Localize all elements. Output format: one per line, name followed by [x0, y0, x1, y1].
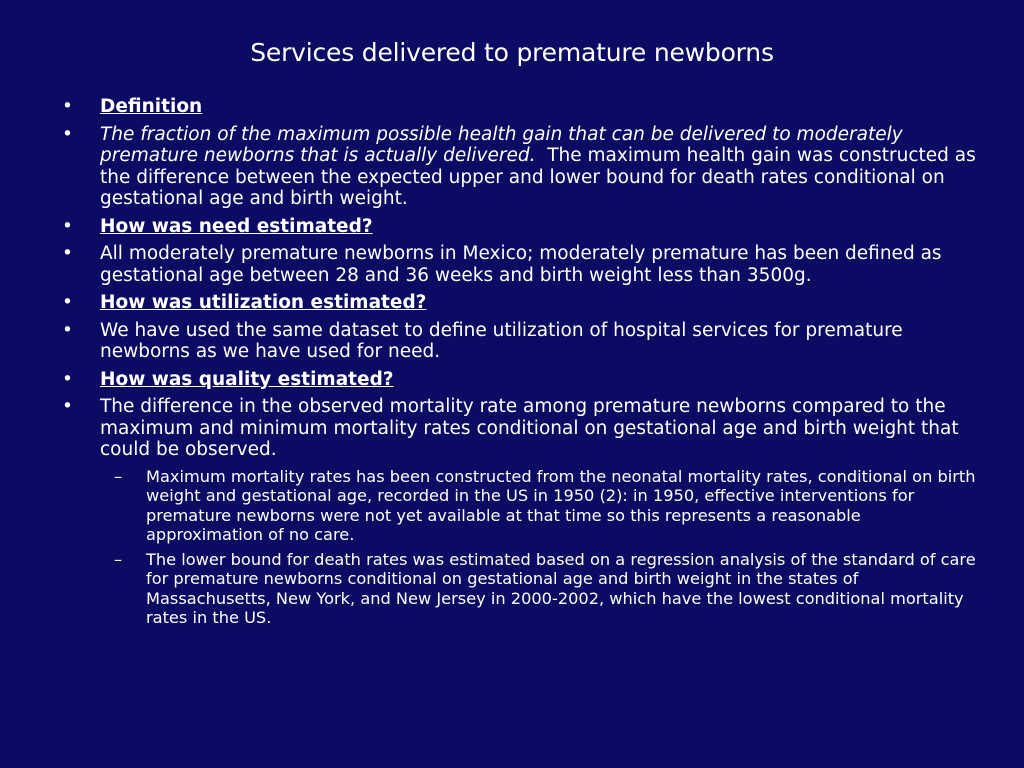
sub-bullet-maximum-mortality [58, 467, 978, 545]
bullet-marker: • [62, 319, 73, 341]
bullet-definition-text [58, 124, 978, 210]
need-heading: How was need estimated? [100, 215, 373, 237]
sub-bullet-marker: – [114, 466, 123, 486]
slide-content [58, 96, 978, 633]
bullet-utilization-text [58, 320, 978, 363]
bullet-marker: • [62, 368, 73, 390]
bullet-need-heading [58, 216, 978, 238]
bullet-quality-heading [58, 369, 978, 391]
bullet-marker: • [62, 292, 73, 313]
bullet-quality-text [58, 396, 978, 461]
bullet-marker: • [62, 396, 73, 417]
quality-text: The difference in the observed mortality rate among premature newborns compared to the maximum and minimum mortality rates conditional on gestational age and birth weight that could be observed. [100, 396, 959, 460]
slide-title: Services delivered to premature newborns [250, 38, 774, 67]
sub-bullet-lower-bound [58, 550, 978, 628]
quality-heading: How was quality estimated? [100, 368, 394, 390]
definition-italic-text: The fraction of the maximum possible health gain that can be delivered to moderately premature newborns that is actually delivered. [100, 123, 903, 166]
sub-bullet-marker: – [114, 549, 123, 569]
bullet-marker: • [62, 96, 73, 117]
bullet-utilization-heading [58, 292, 978, 314]
bullet-marker: • [62, 215, 73, 237]
utilization-heading: How was utilization estimated? [100, 292, 427, 313]
definition-heading: Definition [100, 96, 203, 117]
utilization-text: We have used the same dataset to define utilization of hospital services for premature newborns as we have used for need. [100, 319, 903, 362]
bullet-definition-heading [58, 96, 978, 118]
bullet-marker: • [62, 243, 73, 264]
bullet-marker: • [62, 123, 73, 145]
definition-text: The maximum health gain was constructed as the difference between the expected upper and lower bound for death rates conditional on gestational age and birth weight. [100, 145, 976, 209]
maximum-mortality-text: Maximum mortality rates has been constructed from the neonatal mortality rates, conditional on birth weight and gestational age, recorded in the US in 1950 (2): in 1950, effective interventions for premature newborns were not yet available at that time so this represents a reasonable approximation of no care. [146, 466, 976, 544]
lower-bound-text: The lower bound for death rates was estimated based on a regression analysis of the standard of care for premature newborns conditional on gestational age and birth weight in the states of Massachusetts, New York, and New Jersey in 2000-2002, which have the lowest conditional mortality rates in the US. [146, 549, 976, 627]
bullet-need-text [58, 243, 978, 286]
need-text: All moderately premature newborns in Mexico; moderately premature has been defined as gestational age between 28 and 36 weeks and birth weight less than 3500g. [100, 243, 942, 286]
